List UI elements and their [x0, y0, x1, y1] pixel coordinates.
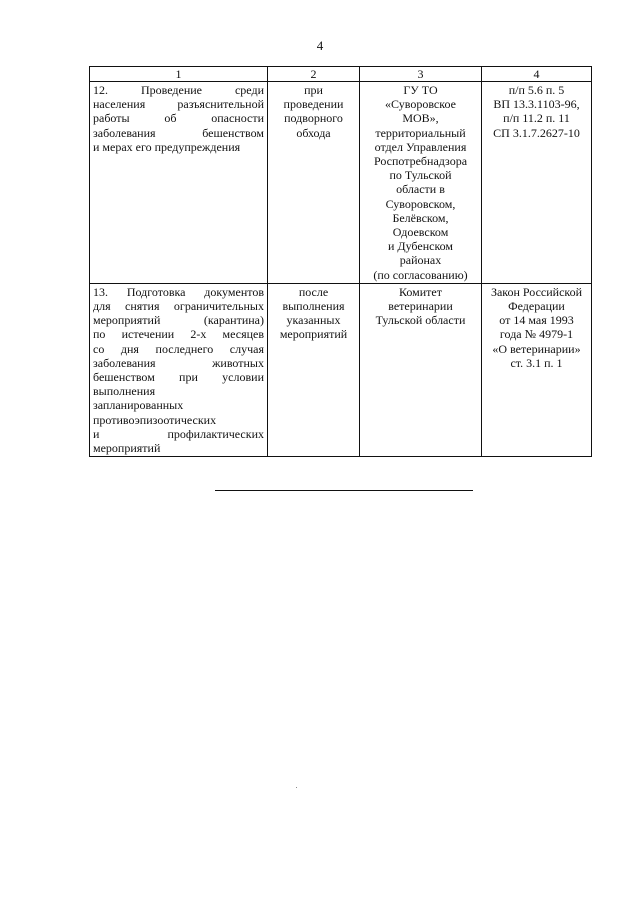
cell-line: ветеринарии	[388, 299, 453, 314]
cell-line: «О ветеринарии»	[492, 341, 581, 356]
measure-cell	[90, 283, 268, 456]
end-divider-line	[215, 490, 473, 491]
cell-line: СП 3.1.7.2627-10	[493, 125, 580, 140]
page-number: 4	[316, 38, 324, 53]
cell-line: отдел Управления	[374, 139, 467, 154]
cell-line: ст. 3.1 п. 1	[510, 355, 563, 370]
cell-line: заболевания животных	[93, 355, 264, 370]
cell-line: проведении	[283, 97, 344, 112]
measures-table	[89, 66, 592, 457]
table-row	[90, 82, 592, 284]
cell-line: запланированных	[93, 398, 184, 413]
cell-line: бешенством при условии	[93, 370, 264, 385]
cell-line: по Тульской	[389, 168, 452, 183]
header-col-1: 1	[90, 67, 268, 82]
header-col-2: 2	[268, 67, 360, 82]
cell-line: районах	[399, 253, 442, 268]
cell-line: 13. Подготовка документов	[93, 284, 264, 299]
cell-line: после	[298, 284, 329, 299]
cell-line: МОВ»,	[402, 111, 439, 126]
cell-line: противоэпизоотических	[93, 412, 217, 427]
cell-line: со дня последнего случая	[93, 341, 264, 356]
cell-line: и Дубенском	[387, 239, 454, 254]
scan-speck	[296, 787, 297, 788]
deadline-cell	[268, 82, 360, 284]
cell-line: по истечении 2-х месяцев	[93, 327, 264, 342]
cell-line: и профилактических	[93, 426, 264, 441]
cell-line: ГУ ТО	[403, 83, 438, 97]
basis-cell	[482, 283, 592, 456]
cell-line: заболевания бешенством	[93, 125, 264, 140]
cell-line: от 14 мая 1993	[499, 313, 574, 328]
cell-line: мероприятий	[93, 441, 161, 456]
measure-cell	[90, 82, 268, 284]
header-col-3: 3	[360, 67, 482, 82]
cell-line: области в	[396, 182, 445, 197]
cell-line: Тульской области	[375, 313, 466, 328]
cell-line: выполнения	[93, 384, 156, 399]
cell-line: «Суворовское	[385, 97, 456, 112]
cell-line: п/п 5.6 п. 5	[508, 83, 565, 97]
cell-line: для снятия ограничительных	[93, 299, 264, 314]
table-header-row	[90, 67, 592, 82]
cell-line: п/п 11.2 п. 11	[503, 111, 570, 126]
cell-line: Закон Российской	[490, 284, 583, 299]
responsible-cell	[360, 283, 482, 456]
table-row	[90, 283, 592, 456]
cell-line: Комитет	[398, 284, 442, 299]
basis-cell	[482, 82, 592, 284]
cell-line: 12. Проведение среди	[93, 83, 264, 97]
cell-line: Роспотребнадзора	[373, 154, 468, 169]
cell-line: года № 4979-1	[499, 327, 574, 342]
header-col-4: 4	[482, 67, 592, 82]
cell-line: выполнения	[282, 299, 345, 314]
cell-line: работы об опасности	[93, 111, 264, 126]
responsible-cell	[360, 82, 482, 284]
cell-line: подворного	[284, 111, 343, 126]
cell-line: при	[304, 83, 323, 97]
cell-line: Одоевском	[392, 225, 449, 240]
cell-line: населения разъяснительной	[93, 97, 264, 112]
cell-line: Суворовском,	[385, 196, 456, 211]
cell-line: и мерах его предупреждения	[93, 139, 241, 154]
cell-line: ВП 13.3.1103-96,	[493, 97, 580, 112]
cell-line: территориальный	[375, 125, 466, 140]
cell-line: указанных	[286, 313, 341, 328]
cell-line: (по согласованию)	[373, 267, 468, 282]
cell-line: обхода	[296, 125, 331, 140]
deadline-cell	[268, 283, 360, 456]
cell-line: Белёвском,	[392, 210, 449, 225]
cell-line: Федерации	[508, 299, 565, 314]
cell-line: мероприятий (карантина)	[93, 313, 264, 328]
cell-line: мероприятий	[279, 327, 348, 342]
